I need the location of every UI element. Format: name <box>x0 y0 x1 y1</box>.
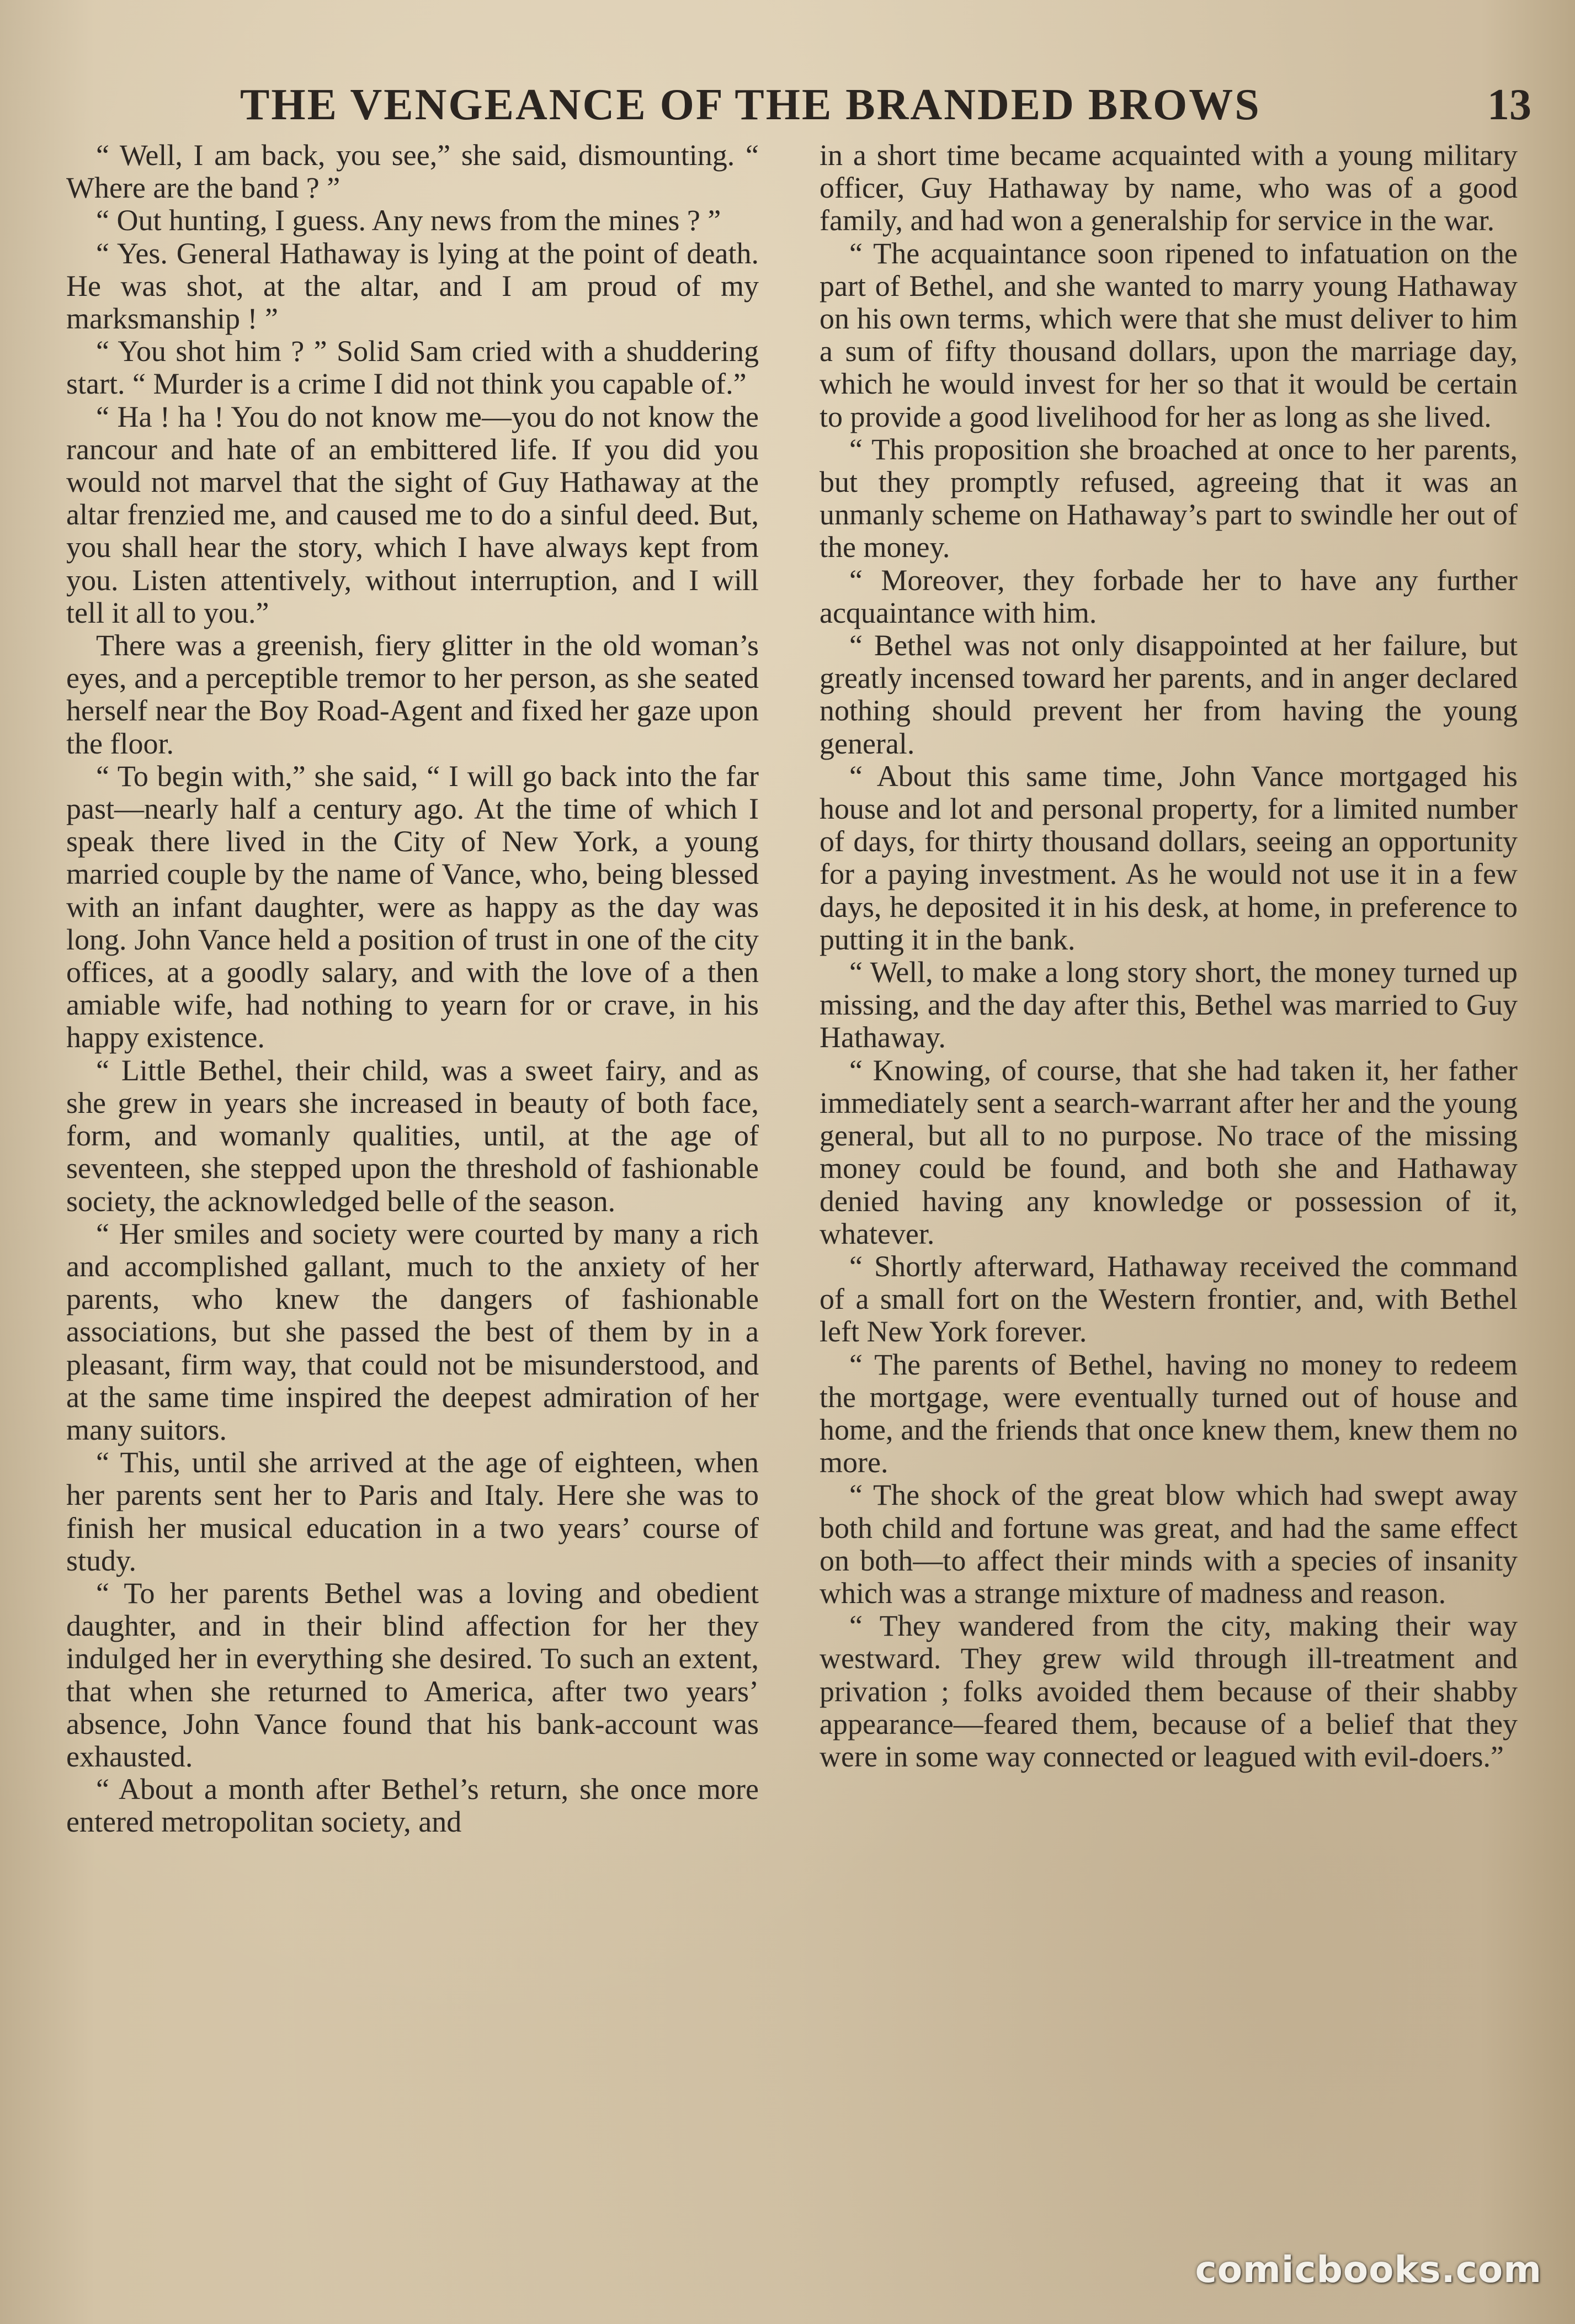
paragraph: “ This proposition she broached at once to her parents, but they promptly refused, agreeing that it was an unmanly scheme on Hathaway’s part to swindle her out of the money. <box>820 432 1518 564</box>
paragraph: There was a greenish, fiery glitter in the old woman’s eyes, and a perceptible tremor to her person, as she seated herself near the Boy Road-Agent and fixed her gaze upon the floor. <box>66 629 759 760</box>
paragraph: “ To begin with,” she said, “ I will go back into the far past—nearly half a century ago. At the time of which I speak there lived in the City of New York, a young married couple by the name of Vance, who, being blessed with an infant daughter, were as happy as the day was long. John Vance held a position of trust in one of the city offices, at a goodly salary, and with the love of a then amiable wife, had nothing to yearn for or crave, in his happy existence. <box>66 759 759 1054</box>
site-watermark: comicbooks.com <box>1195 2248 1542 2291</box>
paragraph: “ You shot him ? ” Solid Sam cried with a shuddering start. “ Murder is a crime I did not think you capable of.” <box>66 335 759 401</box>
paragraph: “ Ha ! ha ! You do not know me—you do not know the rancour and hate of an embittered life. If you did you would not marvel that the sight of Guy Hathaway at the altar frenzied me, and caused me to do a sinful deed. But, you shall hear the story, which I have always kept from you. Listen attentively, without interruption, and I will tell it all to you.” <box>66 400 759 629</box>
paragraph: in a short time became acquainted with a young military officer, Guy Hathaway by name, who was of a good family, and had won a generalship for service in the war. <box>820 139 1518 237</box>
paragraph: “ Bethel was not only disappointed at her failure, but greatly incensed toward her parents, and in anger declared nothing should prevent her from having the young general. <box>820 629 1518 760</box>
right-column <box>820 139 1518 2248</box>
paragraph: “ Well, I am back, you see,” she said, dismounting. “ Where are the band ? ” <box>66 139 759 205</box>
paragraph: “ This, until she arrived at the age of eighteen, when her parents sent her to Paris and Italy. Here she was to finish her musical education in a two years’ course of study. <box>66 1446 759 1577</box>
paragraph: “ The parents of Bethel, having no money to redeem the mortgage, were eventually turned out of house and home, and the friends that once knew them, knew them no more. <box>820 1347 1518 1479</box>
paragraph: “ Shortly afterward, Hathaway received the command of a small fort on the Western frontier, and, with Bethel left New York forever. <box>820 1249 1518 1349</box>
paragraph: “ Little Bethel, their child, was a sweet fairy, and as she grew in years she increased in beauty of both face, form, and womanly qualities, until, at the age of seventeen, she stepped upon the threshold of fashionable society, the acknowledged belle of the season. <box>66 1053 759 1218</box>
paragraph: “ Yes. General Hathaway is lying at the point of death. He was shot, at the altar, and I am proud of my marksmanship ! ” <box>66 236 759 336</box>
paragraph: “ Knowing, of course, that she had taken it, her father immediately sent a search-warrant after her and the young general, but all to no purpose. No trace of the missing money could be found, and both she and Hathaway denied having any knowledge or possession of it, whatever. <box>820 1053 1518 1250</box>
running-title: THE VENGEANCE OF THE BRANDED BROWS <box>240 80 1261 129</box>
page-number: 13 <box>1487 80 1531 129</box>
paragraph: “ Moreover, they forbade her to have any further acquaintance with him. <box>820 563 1518 629</box>
page-header <box>240 72 1531 138</box>
paragraph: “ Her smiles and society were courted by many a rich and accomplished gallant, much to the anxiety of her parents, who knew the dangers of fashionable associations, but she passed the best of them by in a pleasant, firm way, that could not be misunderstood, and at the same time inspired the deepest admiration of her many suitors. <box>66 1217 759 1446</box>
paragraph: “ To her parents Bethel was a loving and obedient daughter, and in their blind affection for her they indulged her in everything she desired. To such an extent, that when she returned to America, after two years’ absence, John Vance found that his bank-account was exhausted. <box>66 1576 759 1773</box>
paragraph: “ About this same time, John Vance mortgaged his house and lot and personal property, for a limited number of days, for thirty thousand dollars, seeing an opportunity for a paying investment. As he would not use it in a few days, he deposited it in his desk, at home, in preference to putting it in the bank. <box>820 759 1518 956</box>
paragraph: “ Out hunting, I guess. Any news from the mines ? ” <box>96 204 721 237</box>
paragraph: “ They wandered from the city, making their way westward. They grew wild through ill-treatment and privation ; folks avoided them because of their shabby appearance—feared them, because of a belief that they were in some way connected or leagued with evil-doers.” <box>820 1609 1518 1773</box>
paragraph: “ The acquaintance soon ripened to infatuation on the part of Bethel, and she wanted to marry young Hathaway on his own terms, which were that she must deliver to him a sum of fifty thousand dollars, upon the marriage day, which he would invest for her so that it would be certain to provide a good livelihood for her as long as she lived. <box>820 236 1518 433</box>
paragraph: “ The shock of the great blow which had swept away both child and fortune was great, and had the same effect on both—to affect their minds with a species of insanity which was a strange mixture of madness and reason. <box>820 1478 1518 1610</box>
paragraph: “ About a month after Bethel’s return, she once more entered metropolitan society, and <box>66 1773 759 1839</box>
left-column <box>66 139 759 2248</box>
paragraph: “ Well, to make a long story short, the money turned up missing, and the day after this, Bethel was married to Guy Hathaway. <box>820 956 1518 1054</box>
